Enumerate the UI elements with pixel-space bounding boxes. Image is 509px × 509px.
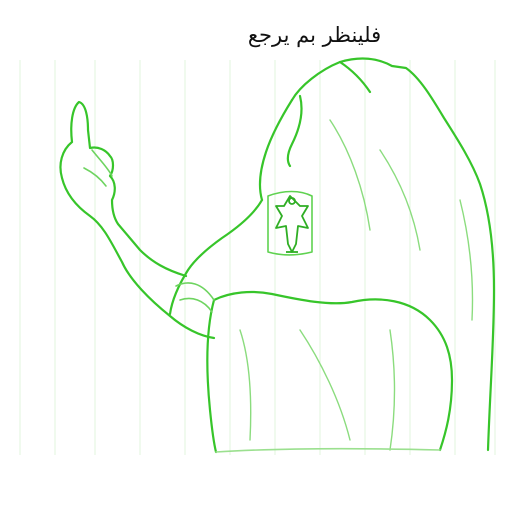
caption-text: فلينظر بم يرجع <box>247 23 382 47</box>
sleeve <box>207 292 452 452</box>
paper-texture <box>20 60 495 455</box>
pointing-hand <box>60 102 214 338</box>
shirt-outline <box>292 59 494 450</box>
eagle-emblem-icon <box>276 196 308 252</box>
collar <box>260 62 370 200</box>
shirt-hem <box>216 449 440 452</box>
shirt-left-edge <box>170 200 262 314</box>
